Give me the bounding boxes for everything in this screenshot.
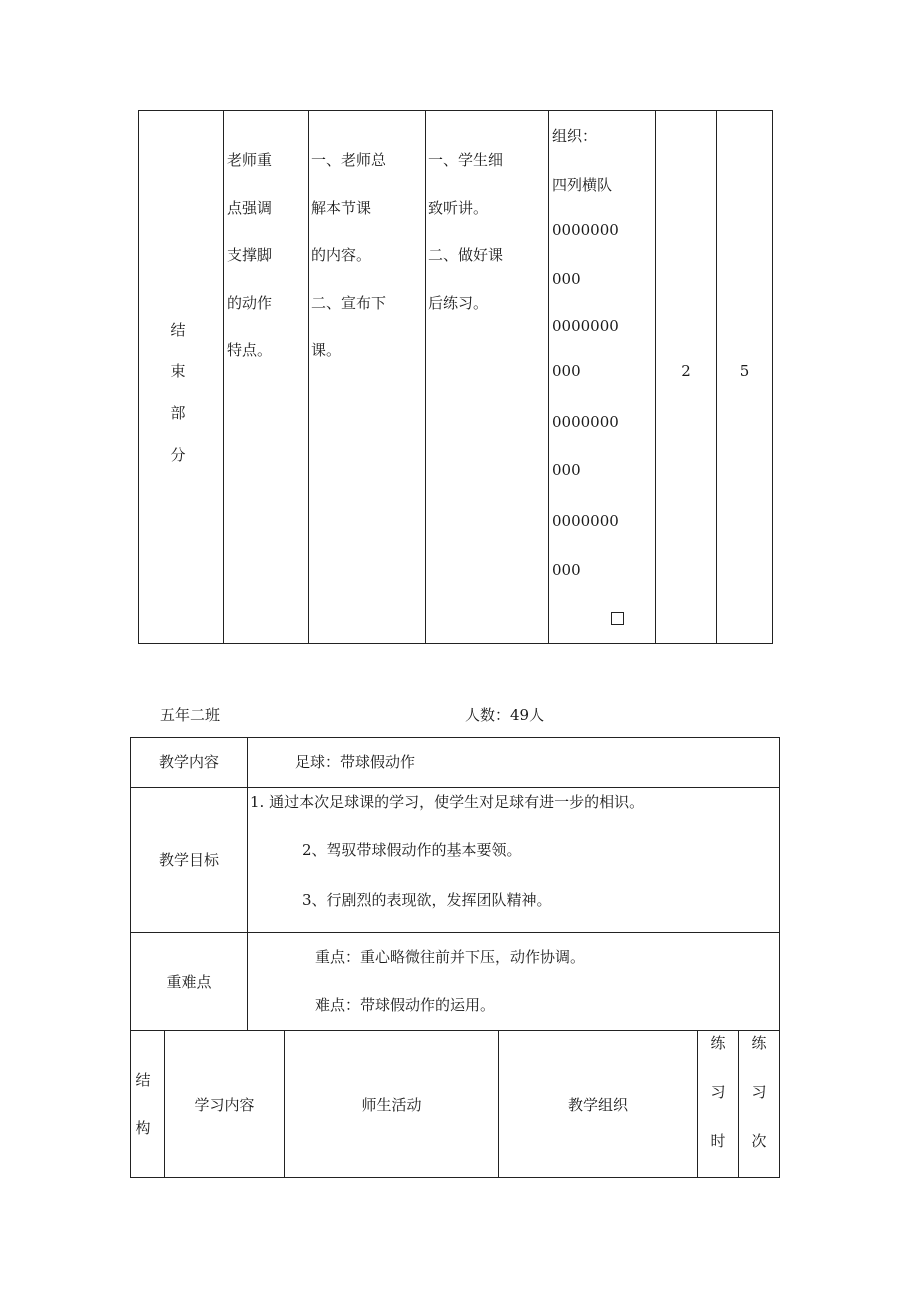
col-teaching-organization: 教学组织 [567, 1096, 628, 1114]
organization-line: 四列横队 [552, 176, 613, 194]
col-practice-count-char: 习 [751, 1083, 767, 1101]
content-value: 足球：带球假动作 [295, 753, 416, 771]
goal-item: 1. 通过本次足球课的学习，使学生对足球有进一步的相识。 [250, 793, 645, 811]
key-points-line: 老师重 [227, 151, 273, 169]
organization-line: 000 [552, 270, 581, 288]
key-points-line: 特点。 [227, 341, 273, 359]
teacher-activity-line: 二、宣布下 [311, 294, 387, 312]
student-activity-line: 后练习。 [428, 294, 489, 312]
section-label-char: 结 [170, 321, 186, 339]
headcount: 人数：49人 [465, 706, 545, 724]
section-label-char: 部 [170, 404, 186, 422]
key-point-text: 重点：重心略微往前并下压，动作协调。 [315, 948, 586, 966]
goal-item: 2、驾驭带球假动作的基本要领。 [302, 841, 522, 859]
class-name: 五年二班 [160, 706, 221, 724]
teacher-activity-line: 一、老师总 [311, 151, 387, 169]
difficulty-label: 重难点 [166, 973, 212, 991]
content-label: 教学内容 [158, 753, 219, 771]
col-practice-count-char: 次 [751, 1132, 767, 1150]
checkbox-icon [611, 612, 624, 625]
col-practice-time-char: 习 [710, 1083, 726, 1101]
col-practice-count-char: 练 [751, 1034, 767, 1052]
organization-line: 0000000 [552, 317, 619, 335]
col-learning-content: 学习内容 [194, 1096, 255, 1114]
goals-label: 教学目标 [158, 851, 219, 869]
practice-time: 2 [681, 362, 691, 380]
practice-count: 5 [739, 362, 750, 380]
teacher-activity-line: 的内容。 [311, 246, 372, 264]
col-practice-time-char: 时 [710, 1132, 726, 1150]
key-points-line: 支撑脚 [227, 246, 273, 264]
organization-line: 000 [552, 461, 581, 479]
col-structure-char: 结 [135, 1071, 151, 1089]
col-practice-time-char: 练 [710, 1034, 726, 1052]
teacher-activity-line: 课。 [311, 341, 342, 359]
col-structure-char: 构 [135, 1119, 151, 1137]
organization-line: 0000000 [552, 221, 619, 239]
organization-line: 0000000 [552, 413, 619, 431]
organization-line: 000 [552, 561, 581, 579]
student-activity-line: 致听讲。 [428, 199, 489, 217]
difficult-point-text: 难点：带球假动作的运用。 [315, 996, 496, 1014]
key-points-line: 点强调 [227, 199, 273, 217]
student-activity-line: 二、做好课 [428, 246, 504, 264]
organization-line: 000 [552, 362, 581, 380]
teacher-activity-line: 解本节课 [311, 199, 372, 217]
goal-item: 3、行剧烈的表现欲，发挥团队精神。 [302, 891, 552, 909]
section-label-char: 分 [170, 446, 186, 464]
organization-line: 组织： [552, 127, 598, 145]
key-points-line: 的动作 [227, 294, 273, 312]
organization-line: 0000000 [552, 512, 619, 530]
col-teacher-student-activity: 师生活动 [361, 1096, 422, 1114]
section-label-char: 束 [170, 362, 186, 380]
student-activity-line: 一、学生细 [428, 151, 504, 169]
